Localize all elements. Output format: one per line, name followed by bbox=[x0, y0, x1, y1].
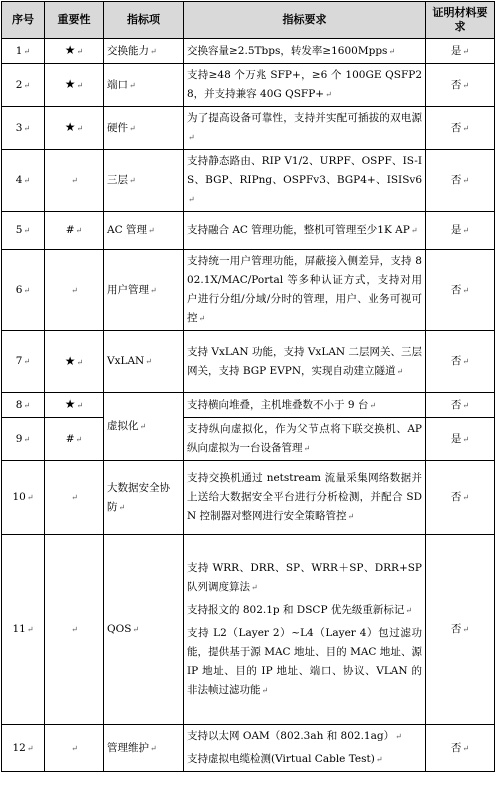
header-importance: 重要性 bbox=[45, 2, 104, 39]
requirement-text: 支持静态路由、RIP V1/2、URPF、OSPF、IS-IS、BGP、RIPng、OSPFv3、BGP4+、ISISv6 bbox=[187, 155, 422, 186]
no-cell-text: 8 bbox=[15, 398, 23, 411]
proof-cell bbox=[426, 725, 495, 772]
paragraph-mark: ↵ bbox=[145, 357, 152, 366]
paragraph-mark: ↵ bbox=[410, 226, 418, 235]
item-cell bbox=[104, 150, 184, 212]
paragraph-mark: ↵ bbox=[150, 743, 157, 753]
header-requirement: 指标要求 bbox=[184, 2, 426, 39]
proof-cell bbox=[426, 331, 495, 393]
no-cell-text: 2 bbox=[15, 78, 23, 91]
importance-cell-text: ★ bbox=[64, 120, 76, 134]
no-cell bbox=[2, 393, 45, 418]
paragraph-mark: ↵ bbox=[325, 90, 332, 99]
no-cell-text: 7 bbox=[15, 355, 23, 367]
item-cell-text: 用户管理 bbox=[107, 283, 149, 296]
proof-cell-text: 是 bbox=[450, 224, 462, 236]
requirement-cell bbox=[184, 535, 426, 725]
requirement-text: 支持统一用户管理功能，屏蔽接入侧差异，支持 802.1X/MAC/Portal 等多种认证方式，支持对用户进行分组/分域/分时的管理，用户、业务可视可控 bbox=[187, 255, 422, 324]
paragraph-mark: ↵ bbox=[23, 400, 31, 410]
no-cell-text: 9 bbox=[15, 432, 23, 445]
item-cell-text: 交换能力 bbox=[107, 44, 149, 57]
no-cell-text: 3 bbox=[15, 121, 23, 134]
table-row bbox=[2, 535, 495, 725]
no-cell-text: 4 bbox=[15, 174, 23, 186]
paragraph-mark: ↵ bbox=[129, 123, 136, 133]
paragraph-mark: ↵ bbox=[71, 493, 78, 502]
proof-cell bbox=[426, 107, 495, 150]
importance-cell bbox=[45, 393, 104, 418]
paragraph-mark: ↵ bbox=[150, 285, 157, 295]
item-cell-text: VxLAN bbox=[107, 355, 145, 367]
paragraph-mark: ↵ bbox=[76, 47, 84, 56]
item-cell-text: 管理维护 bbox=[107, 741, 149, 754]
item-cell-text: 大数据安全协防 bbox=[107, 481, 170, 513]
paragraph-mark: ↵ bbox=[462, 176, 470, 185]
paragraph-mark: ↵ bbox=[76, 357, 84, 367]
proof-cell-text: 否 bbox=[450, 623, 462, 635]
paragraph-mark: ↵ bbox=[462, 434, 470, 444]
paragraph-mark: ↵ bbox=[76, 81, 84, 90]
paragraph-mark: ↵ bbox=[388, 46, 396, 56]
table-row bbox=[2, 250, 495, 331]
item-cell-text: 三层 bbox=[107, 174, 128, 186]
no-cell-text: 12 bbox=[12, 741, 26, 754]
requirement-paragraph bbox=[187, 469, 422, 526]
paragraph-mark: ↵ bbox=[23, 285, 31, 295]
proof-cell bbox=[426, 64, 495, 107]
proof-cell bbox=[426, 150, 495, 212]
importance-cell-text: ★ bbox=[64, 77, 76, 91]
no-cell bbox=[2, 212, 45, 250]
proof-cell bbox=[426, 393, 495, 418]
paragraph-mark: ↵ bbox=[23, 357, 31, 366]
importance-cell bbox=[45, 535, 104, 725]
paragraph-mark: ↵ bbox=[132, 625, 140, 634]
requirement-paragraph bbox=[187, 420, 422, 458]
table-row bbox=[2, 418, 495, 461]
proof-cell bbox=[426, 535, 495, 725]
importance-cell-text: # bbox=[65, 432, 75, 445]
paragraph-mark: ↵ bbox=[23, 434, 31, 444]
item-cell bbox=[104, 107, 184, 150]
proof-cell-text: 否 bbox=[450, 491, 462, 503]
requirement-paragraph bbox=[187, 42, 422, 61]
requirement-cell bbox=[184, 64, 426, 107]
paragraph-mark: ↵ bbox=[71, 285, 78, 295]
table-row bbox=[2, 393, 495, 418]
importance-cell-text: ★ bbox=[64, 43, 76, 57]
paragraph-mark: ↵ bbox=[71, 625, 78, 634]
paragraph-mark: ↵ bbox=[26, 493, 34, 502]
item-cell-text: AC 管理 bbox=[107, 224, 147, 236]
paragraph-mark: ↵ bbox=[462, 123, 470, 133]
item-cell bbox=[104, 64, 184, 107]
requirement-cell bbox=[184, 461, 426, 535]
no-cell bbox=[2, 39, 45, 64]
no-cell-text: 11 bbox=[12, 623, 26, 635]
proof-cell bbox=[426, 250, 495, 331]
importance-cell-text: ★ bbox=[64, 353, 76, 368]
paragraph-mark: ↵ bbox=[23, 123, 31, 133]
proof-cell-text: 否 bbox=[450, 283, 462, 296]
header-proof: 证明材料要求 bbox=[426, 2, 495, 39]
item-cell bbox=[104, 250, 184, 331]
proof-cell-text: 否 bbox=[450, 174, 462, 186]
paragraph-mark: ↵ bbox=[118, 502, 126, 512]
importance-cell bbox=[45, 418, 104, 461]
requirement-cell bbox=[184, 418, 426, 461]
paragraph-mark: ↵ bbox=[129, 176, 136, 185]
header-item: 指标项 bbox=[104, 2, 184, 39]
requirement-paragraph bbox=[187, 727, 422, 746]
paragraph-mark: ↵ bbox=[462, 493, 470, 502]
item-cell bbox=[104, 393, 184, 461]
importance-cell bbox=[45, 64, 104, 107]
requirement-cell bbox=[184, 107, 426, 150]
table-row bbox=[2, 64, 495, 107]
paragraph-mark: ↵ bbox=[396, 366, 404, 376]
requirement-paragraph bbox=[187, 66, 422, 104]
paragraph-mark: ↵ bbox=[462, 400, 470, 410]
paragraph-mark: ↵ bbox=[23, 80, 31, 90]
paragraph-mark: ↵ bbox=[23, 46, 31, 56]
paragraph-mark: ↵ bbox=[188, 195, 195, 204]
requirement-text: 支持纵向虚拟化，作为父节点将下联交换机、AP 纵向虚拟为一台设备管理 bbox=[187, 423, 422, 454]
item-cell bbox=[104, 212, 184, 250]
item-cell-text: 硬件 bbox=[107, 121, 128, 134]
proof-cell bbox=[426, 461, 495, 535]
paragraph-mark: ↵ bbox=[462, 80, 470, 90]
requirement-paragraph bbox=[187, 221, 422, 240]
paragraph-mark: ↵ bbox=[75, 434, 83, 444]
paragraph-mark: ↵ bbox=[303, 444, 311, 453]
proof-cell-text: 否 bbox=[450, 741, 462, 754]
proof-cell-text: 否 bbox=[450, 355, 462, 367]
requirement-cell bbox=[184, 393, 426, 418]
paragraph-mark: ↵ bbox=[347, 512, 355, 521]
item-cell-text: 虚拟化 bbox=[107, 420, 139, 432]
table-row bbox=[2, 331, 495, 393]
no-cell bbox=[2, 150, 45, 212]
paragraph-mark: ↵ bbox=[26, 743, 34, 753]
requirement-text: 支持报文的 802.1p 和 DSCP 优先级重新标记 bbox=[187, 604, 405, 616]
no-cell-text: 10 bbox=[12, 491, 26, 503]
importance-cell bbox=[45, 39, 104, 64]
requirement-paragraph bbox=[187, 109, 422, 147]
no-cell bbox=[2, 64, 45, 107]
proof-cell bbox=[426, 418, 495, 461]
requirement-text: 支持 VxLAN 功能，支持 VxLAN 二层网关、三层网关，支持 BGP EVPN，实现自动建立隧道 bbox=[187, 345, 422, 377]
table-body bbox=[2, 39, 495, 772]
proof-cell-text: 否 bbox=[450, 398, 462, 411]
requirement-paragraph bbox=[187, 624, 422, 700]
requirement-paragraph bbox=[187, 396, 422, 415]
paragraph-mark: ↵ bbox=[150, 46, 157, 56]
requirement-cell bbox=[184, 725, 426, 772]
paragraph-mark: ↵ bbox=[462, 625, 470, 634]
paragraph-mark: ↵ bbox=[75, 226, 83, 235]
requirement-cell bbox=[184, 331, 426, 393]
requirement-cell bbox=[184, 250, 426, 331]
proof-cell-text: 否 bbox=[450, 121, 462, 134]
no-cell bbox=[2, 725, 45, 772]
requirement-cell bbox=[184, 39, 426, 64]
paragraph-mark: ↵ bbox=[129, 80, 136, 90]
item-cell-text: QOS bbox=[107, 623, 132, 635]
requirement-text: 支持 L2（Layer 2）~L4（Layer 4）包过滤功能，提供基于源 MAC 地址、目的 MAC 地址、源 IP 地址、目的 IP 地址、端口、协议、VLAN 的非法帧过滤功能 bbox=[187, 627, 422, 696]
importance-cell bbox=[45, 725, 104, 772]
paragraph-mark: ↵ bbox=[462, 357, 470, 366]
importance-cell bbox=[45, 107, 104, 150]
no-cell bbox=[2, 418, 45, 461]
requirement-text: 支持 WRR、DRR、SP、WRR＋SP、DRR+SP 队列调度算法 bbox=[187, 562, 422, 593]
paragraph-mark: ↵ bbox=[405, 606, 413, 615]
no-cell bbox=[2, 250, 45, 331]
requirement-text: 支持≥48 个万兆 SFP+，≥6 个 100GE QSFP28，并支持兼容 40G QSFP+ bbox=[187, 69, 422, 100]
requirement-paragraph bbox=[187, 750, 422, 769]
requirement-text: 交换容量≥2.5Tbps，转发率≥1600Mpps bbox=[187, 44, 388, 57]
paragraph-mark: ↵ bbox=[375, 755, 383, 764]
table-row bbox=[2, 150, 495, 212]
paragraph-mark: ↵ bbox=[147, 226, 155, 235]
paragraph-mark: ↵ bbox=[462, 46, 470, 56]
item-cell bbox=[104, 331, 184, 393]
item-cell bbox=[104, 39, 184, 64]
requirement-paragraph bbox=[187, 252, 422, 328]
paragraph-mark: ↵ bbox=[462, 285, 470, 295]
requirement-paragraph bbox=[187, 343, 422, 381]
importance-cell bbox=[45, 461, 104, 535]
paragraph-mark: ↵ bbox=[23, 176, 31, 185]
table-row bbox=[2, 212, 495, 250]
importance-cell bbox=[45, 150, 104, 212]
no-cell bbox=[2, 107, 45, 150]
paragraph-mark: ↵ bbox=[198, 314, 206, 323]
item-cell-text: 端口 bbox=[107, 78, 128, 91]
paragraph-mark: ↵ bbox=[462, 226, 470, 235]
paragraph-mark: ↵ bbox=[76, 124, 84, 133]
requirement-text: 支持横向堆叠，主机堆叠数不小于 9 台 bbox=[187, 398, 369, 411]
requirement-text: 支持虚拟电缆检测(Virtual Cable Test) bbox=[187, 753, 375, 765]
table-row bbox=[2, 107, 495, 150]
no-cell bbox=[2, 461, 45, 535]
table-row bbox=[2, 461, 495, 535]
spec-table bbox=[1, 1, 495, 772]
table-header-row bbox=[2, 2, 495, 39]
paragraph-mark: ↵ bbox=[26, 625, 34, 634]
item-cell bbox=[104, 535, 184, 725]
paragraph-mark: ↵ bbox=[188, 133, 195, 142]
no-cell-text: 1 bbox=[15, 44, 23, 57]
requirement-cell bbox=[184, 212, 426, 250]
requirement-text: 为了提高设备可靠性，支持并实配可插拔的双电源 bbox=[187, 112, 422, 124]
paragraph-mark: ↵ bbox=[395, 732, 402, 741]
requirement-paragraph bbox=[187, 601, 422, 620]
requirement-text: 支持融合 AC 管理功能，整机可管理至少1K AP bbox=[187, 224, 410, 236]
importance-cell bbox=[45, 250, 104, 331]
importance-cell-text: ★ bbox=[64, 397, 76, 411]
importance-cell bbox=[45, 331, 104, 393]
proof-cell bbox=[426, 39, 495, 64]
item-cell bbox=[104, 461, 184, 535]
no-cell bbox=[2, 331, 45, 393]
paragraph-mark: ↵ bbox=[71, 176, 78, 185]
proof-cell-text: 否 bbox=[450, 78, 462, 91]
importance-cell-text: # bbox=[65, 224, 75, 236]
item-cell bbox=[104, 725, 184, 772]
paragraph-mark: ↵ bbox=[23, 226, 31, 235]
paragraph-mark: ↵ bbox=[369, 400, 377, 410]
requirement-paragraph bbox=[187, 559, 422, 597]
paragraph-mark: ↵ bbox=[139, 422, 147, 431]
header-no: 序号 bbox=[2, 2, 45, 39]
requirement-text: 支持以太网 OAM（802.3ah 和 802.1ag） bbox=[187, 730, 395, 742]
requirement-cell bbox=[184, 150, 426, 212]
requirement-text: 支持交换机通过 netstream 流量采集网络数据并上送给大数据安全平台进行分析检测，并配合 SDN 控制器对整网进行安全策略管控 bbox=[187, 472, 422, 522]
importance-cell bbox=[45, 212, 104, 250]
paragraph-mark: ↵ bbox=[251, 583, 258, 592]
proof-cell bbox=[426, 212, 495, 250]
no-cell bbox=[2, 535, 45, 725]
paragraph-mark: ↵ bbox=[462, 743, 470, 753]
requirement-paragraph bbox=[187, 152, 422, 209]
table-row bbox=[2, 725, 495, 772]
paragraph-mark: ↵ bbox=[261, 686, 269, 695]
paragraph-mark: ↵ bbox=[76, 401, 84, 410]
table-row bbox=[2, 39, 495, 64]
proof-cell-text: 是 bbox=[450, 44, 462, 57]
no-cell-text: 5 bbox=[15, 224, 23, 236]
paragraph-mark: ↵ bbox=[71, 743, 78, 753]
no-cell-text: 6 bbox=[15, 283, 23, 296]
proof-cell-text: 是 bbox=[450, 432, 462, 445]
